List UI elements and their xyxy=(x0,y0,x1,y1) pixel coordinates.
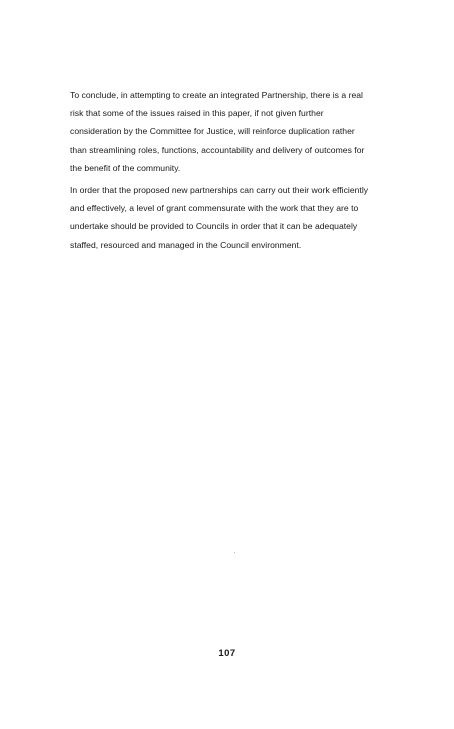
scan-speck xyxy=(234,552,235,553)
paragraph-line: and effectively, a level of grant commensurate with the work that they are to xyxy=(70,203,359,214)
paragraph-line: To conclude, in attempting to create an integrated Partnership, there is a real xyxy=(70,90,363,100)
paragraph-line: risk that some of the issues raised in this paper, if not given further xyxy=(70,108,324,119)
paragraph-line: undertake should be provided to Councils in order that it can be adequately xyxy=(70,221,358,232)
page-number: 107 xyxy=(218,648,236,659)
paragraph-line: the benefit of the community. xyxy=(70,162,181,173)
paragraph-line: In order that the proposed new partnerships can carry out their work efficiently xyxy=(70,185,369,195)
conclusion-paragraph xyxy=(70,86,400,177)
paragraph-line: staffed, resourced and managed in the Council environment. xyxy=(70,239,302,250)
grant-funding-paragraph xyxy=(70,181,400,254)
paragraph-line: consideration by the Committee for Justice, will reinforce duplication rather xyxy=(70,126,355,137)
paragraph-line: than streamlining roles, functions, accountability and delivery of outcomes for xyxy=(70,144,365,155)
